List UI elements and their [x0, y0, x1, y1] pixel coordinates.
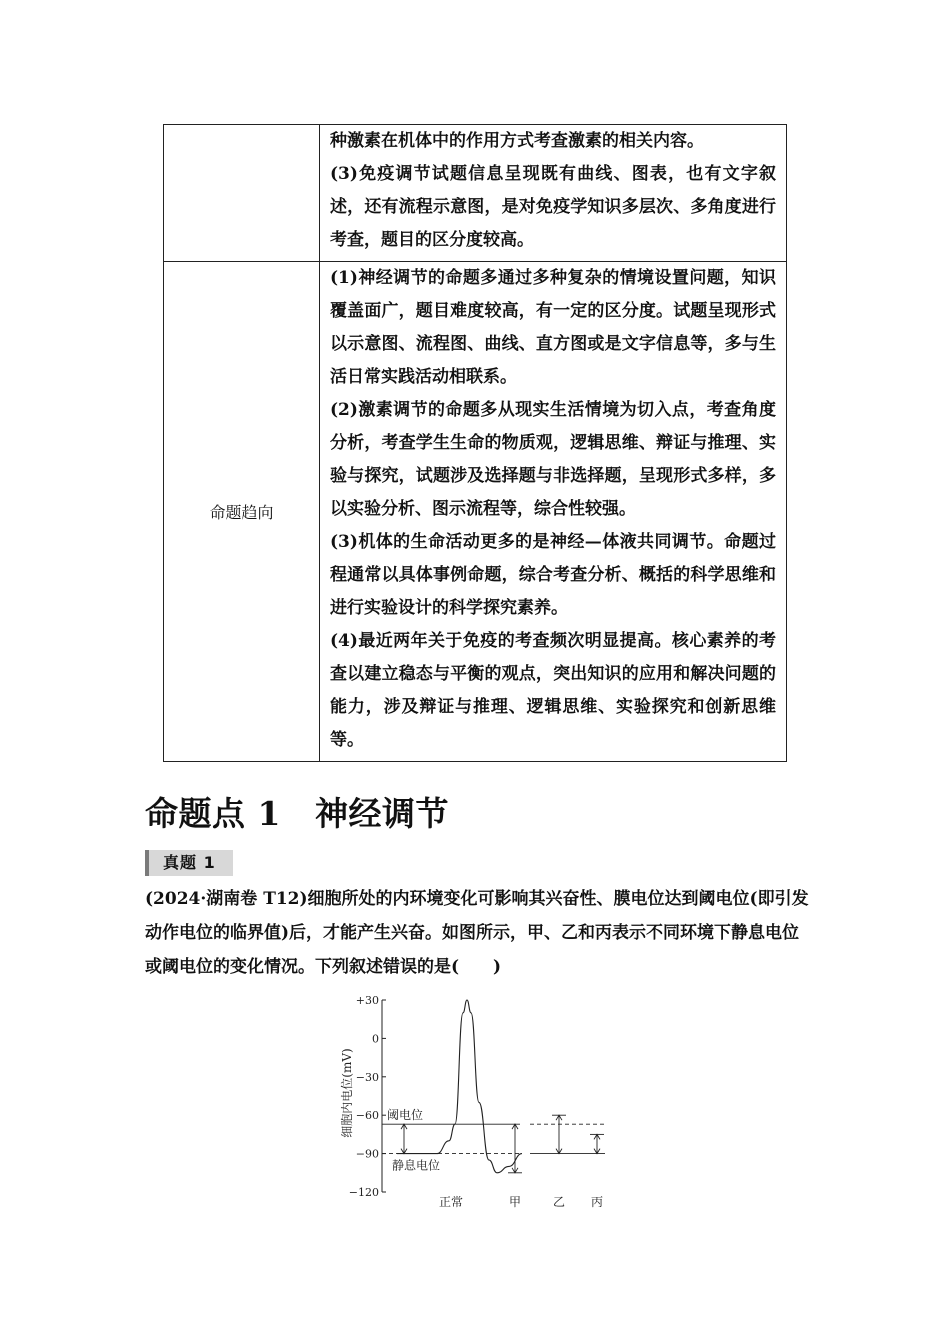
- y-tick-label: −30: [355, 1070, 379, 1084]
- exam-analysis-table: [163, 124, 787, 762]
- y-tick-label: −90: [355, 1147, 379, 1161]
- category-label: 乙: [552, 1195, 566, 1209]
- section-title: [145, 788, 449, 835]
- table-row: [164, 262, 787, 762]
- category-label: 丙: [590, 1195, 604, 1209]
- y-tick-label: 0: [372, 1032, 379, 1046]
- question-source: (2024·湖南卷 T12): [145, 889, 308, 909]
- row-label-empty: [164, 125, 320, 262]
- membrane-potential-chart: [335, 988, 625, 1210]
- y-tick-label: −120: [348, 1186, 379, 1199]
- section-name: 神经调节: [314, 794, 449, 833]
- paragraph: 种激素在机体中的作用方式考查激素的相关内容。: [330, 131, 704, 151]
- paragraph: (3)机体的生命活动更多的是神经—体液共同调节。命题过程通常以具体事例命题，综合考查分析、概括的科学思维和进行实验设计的科学探究素养。: [330, 532, 776, 618]
- row-content: [320, 262, 787, 762]
- threshold-label: 阈电位: [387, 1108, 424, 1123]
- category-label: 甲: [508, 1195, 522, 1209]
- question-text: 细胞所处的内环境变化可影响其兴奋性、膜电位达到阈电位(即引发动作电位的临界值)后，才能产生兴奋。如图所示，甲、乙和丙表示不同环境下静息电位或阈电位的变化情况。下列叙述错误的是( ): [145, 889, 809, 977]
- paragraph: (2)激素调节的命题多从现实生活情境为切入点，考查角度分析，考查学生生命的物质观，逻辑思维、辩证与推理、实验与探究，试题涉及选择题与非选择题，呈现形式多样，多以实验分析、图示流程等，综合性较强。: [330, 400, 776, 519]
- y-tick-label: +30: [355, 994, 379, 1007]
- question-stem: [145, 882, 809, 984]
- row-content: [320, 125, 787, 262]
- section-number: 命题点 1: [145, 794, 281, 833]
- y-tick-label: −60: [355, 1109, 379, 1123]
- y-axis-label: 细胞内电位(mV): [340, 1048, 354, 1138]
- category-label: 正常: [438, 1195, 464, 1209]
- paragraph: (1)神经调节的命题多通过多种复杂的情境设置问题，知识覆盖面广，题目难度较高，有一定的区分度。试题呈现形式以示意图、流程图、曲线、直方图或是文字信息等，多与生活日常实践活动相联系。: [330, 268, 776, 387]
- paragraph: (3)免疫调节试题信息呈现既有曲线、图表，也有文字叙述，还有流程示意图，是对免疫学知识多层次、多角度进行考查，题目的区分度较高。: [330, 164, 776, 250]
- table-row: [164, 125, 787, 262]
- paragraph: (4)最近两年关于免疫的考查频次明显提高。核心素养的考查以建立稳态与平衡的观点，突出知识的应用和解决问题的能力，涉及辩证与推理、逻辑思维、实验探究和创新思维等。: [330, 631, 776, 750]
- question-tag: 真题 1: [145, 850, 233, 876]
- resting-label: 静息电位: [392, 1158, 441, 1173]
- row-label: 命题趋向: [164, 262, 320, 762]
- action-potential-curve: [397, 1000, 522, 1173]
